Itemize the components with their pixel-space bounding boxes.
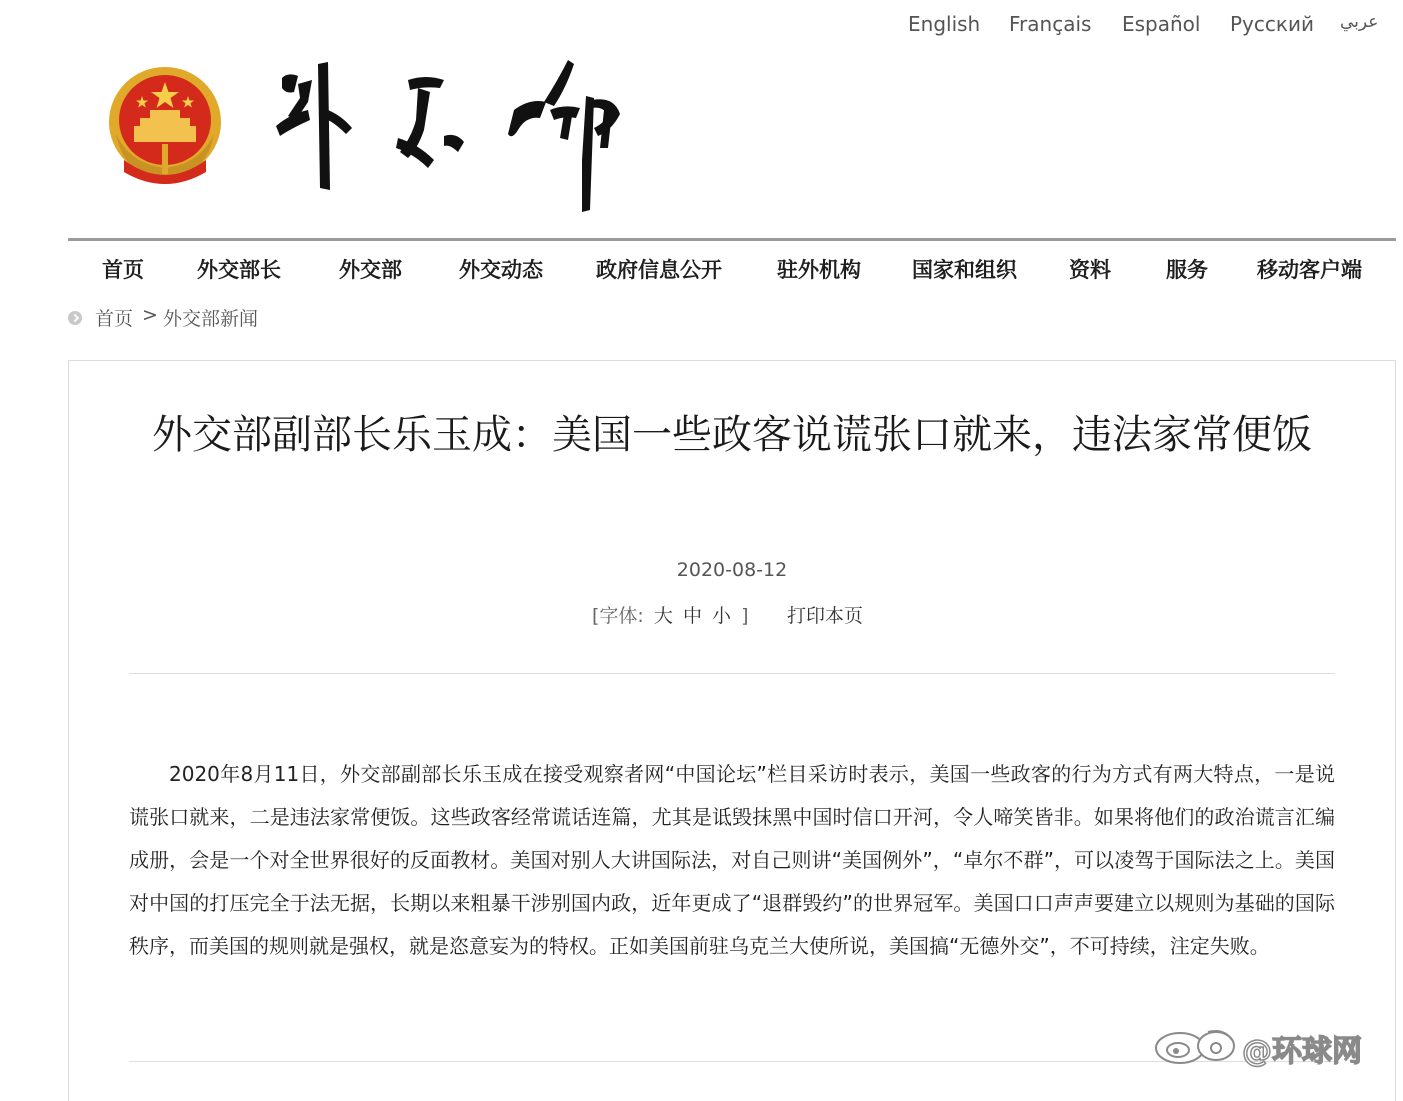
breadcrumb-current-link[interactable]: 外交部新闻: [163, 308, 259, 330]
font-size-controls: [592, 601, 752, 628]
nav-item-home[interactable]: 首页: [102, 258, 144, 282]
content-divider: [129, 673, 1335, 674]
language-link-arabic[interactable]: عربي: [1340, 12, 1379, 32]
language-bar: [900, 12, 1383, 42]
nav-item-government-info[interactable]: 政府信息公开: [596, 258, 722, 282]
nav-item-services[interactable]: 服务: [1166, 258, 1208, 282]
font-size-medium-button[interactable]: 中: [682, 605, 702, 627]
print-page-link[interactable]: 打印本页: [787, 605, 864, 627]
language-link-spanish[interactable]: Español: [1122, 12, 1201, 36]
chevron-right-icon: [68, 311, 82, 325]
nav-item-minister[interactable]: 外交部长: [197, 258, 281, 282]
article-title: 外交部副部长乐玉成：美国一些政客说谎张口就来，违法家常便饭: [152, 412, 1312, 458]
main-nav: [68, 242, 1396, 294]
watermark: [1152, 1020, 1402, 1070]
article-body: 2020年8月11日，外交部副部长乐玉成在接受观察者网“中国论坛”栏目采访时表示，美国一些政客的行为方式有两大特点，一是说谎张口就来，二是违法家常便饭。这些政客经常谎话连篇，尤其是诋毁抹黑中国时信口开河，令人啼笑皆非。如果将他们的政治谎言汇编成册，会是一个对全世界很好的反面教材。美国对别人大讲国际法，对自己则讲“美国例外”，“卓尔不群”，可以凌驾于国际法之上。美国对中国的打压完全于法无据，长期以来粗暴干涉别国内政，近年更成了“退群毁约”的世界冠军。美国口口声声要建立以规则为基础的国际秩序，而美国的规则就是强权，就是恣意妄为的特权。正如美国前驻乌克兰大使所说，美国搞“无德外交”，不可持续，注定失败。: [129, 762, 1335, 958]
breadcrumb-home-link[interactable]: 首页: [95, 308, 134, 330]
nav-item-mobile-client[interactable]: 移动客户端: [1257, 258, 1362, 282]
nav-item-diplomatic-news[interactable]: 外交动态: [459, 258, 543, 282]
watermark-text: @环球网: [1242, 1034, 1362, 1069]
nav-item-countries-organizations[interactable]: 国家和组织: [912, 258, 1017, 282]
nav-item-ministry[interactable]: 外交部: [339, 258, 402, 282]
nav-item-resources[interactable]: 资料: [1069, 258, 1111, 282]
language-link-french[interactable]: Français: [1009, 12, 1092, 36]
nav-top-divider: [68, 238, 1396, 241]
font-size-small-button[interactable]: 小: [712, 605, 732, 627]
breadcrumb-separator: >: [142, 304, 158, 326]
national-emblem-icon: [104, 64, 226, 190]
ministry-calligraphy-logo: [268, 40, 628, 225]
font-size-label: [字体:: [592, 605, 644, 627]
font-size-large-button[interactable]: 大: [653, 605, 673, 627]
weibo-logo-icon: [1152, 1022, 1238, 1066]
language-link-english[interactable]: English: [908, 12, 981, 36]
font-size-close-bracket: ]: [741, 605, 749, 627]
article-date: 2020-08-12: [676, 559, 788, 581]
language-link-russian[interactable]: Русский: [1230, 12, 1314, 36]
article-container: [68, 360, 1396, 1101]
nav-item-missions-abroad[interactable]: 驻外机构: [777, 258, 861, 282]
